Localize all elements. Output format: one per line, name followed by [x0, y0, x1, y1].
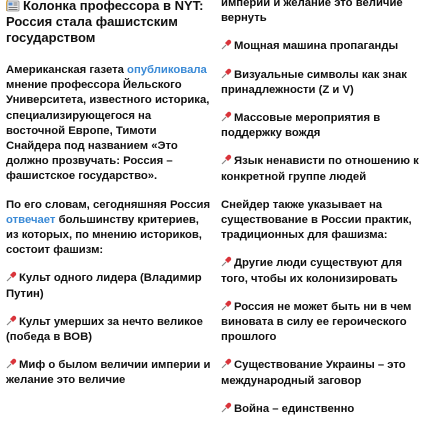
list-item: Война – единственно [221, 402, 419, 417]
right-column [221, 0, 419, 430]
newspaper-emoji-icon [6, 0, 20, 12]
list-item: Мощная машина пропаганды [221, 39, 419, 54]
left-column [6, 0, 211, 402]
list-item: Россия не может быть ни в чем виновата в силу ее героического прошлого [221, 300, 412, 344]
pushpin-icon [221, 39, 232, 50]
list-item: Существование Украины – это международный заговор [221, 359, 406, 387]
pushpin-icon [221, 300, 232, 311]
list-item: Язык ненависти по отношению к конкретной группе людей [221, 155, 419, 183]
intro-paragraph: Американская газета опубликовала мнение профессора Йельского Университета, известного историка, специализирующегося на восточной Европе, Тимоти Снайдера под названием «Это должно прозвучать: Россия – фашистское государство». [6, 64, 210, 183]
pushpin-icon [221, 358, 232, 369]
post-title: Колонка профессора в NYT: Россия стала фашистским государством [6, 0, 204, 45]
list-item: Культ одного лидера (Владимир Путин) [6, 272, 202, 300]
list-item: Другие люди существуют для того, чтобы их колонизировать [221, 257, 403, 285]
pushpin-icon [221, 111, 232, 122]
published-link[interactable]: опубликовала [127, 64, 207, 76]
snyder-paragraph: Снейдер также указывает на существование в России практик, традиционных для фашизма: [221, 198, 412, 242]
list-item: Миф о былом величии империи и желание это величие [6, 359, 211, 387]
pushpin-icon [221, 68, 232, 79]
pushpin-icon [221, 154, 232, 165]
pushpin-icon [221, 402, 232, 413]
pushpin-icon [221, 256, 232, 267]
pushpin-icon [6, 358, 17, 369]
meets-link[interactable]: отвечает [6, 213, 56, 226]
criteria-paragraph: По его словам, сегодняшняя Россия отвечает большинству критериев, из которых, по мнению историков, состоит фашизм: [6, 198, 211, 257]
continuation-text: империи и желание это величие вернуть [221, 0, 403, 25]
list-item: Визуальные символы как знак принадлежности (Z и V) [221, 68, 407, 96]
pushpin-icon [6, 271, 17, 282]
pushpin-icon [6, 315, 17, 326]
list-item: Массовые мероприятия в поддержку вождя [221, 112, 381, 140]
list-item: Культ умерших за нечто великое (победа в ВОВ) [6, 315, 203, 344]
